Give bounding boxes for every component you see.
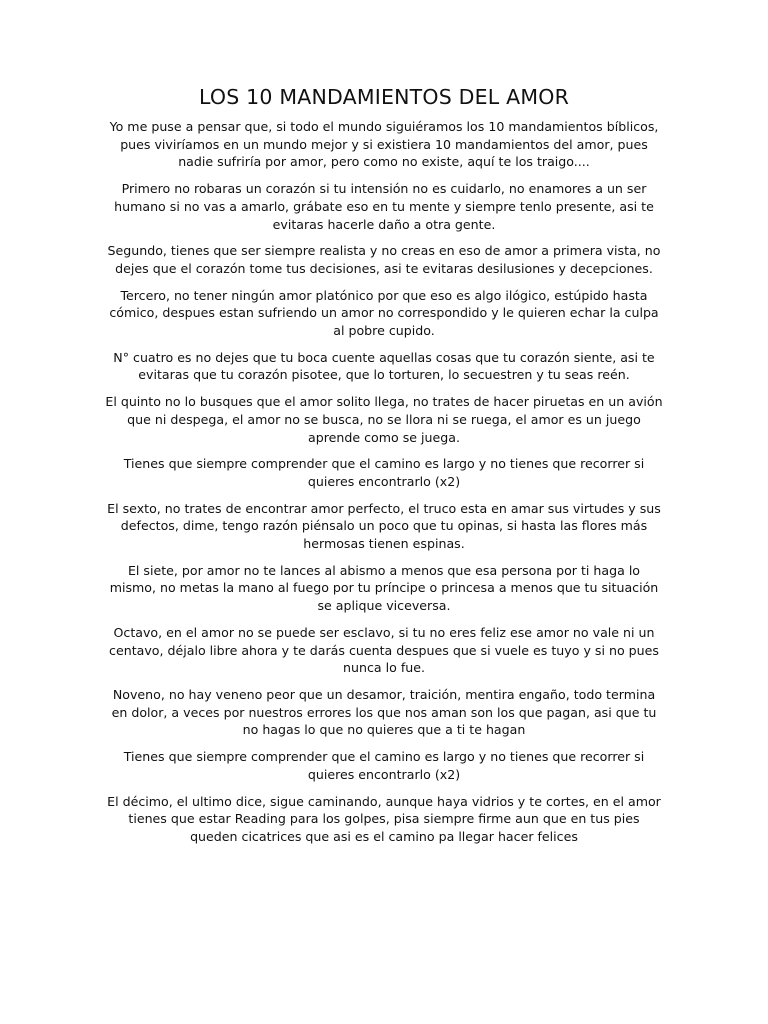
- document-title: LOS 10 MANDAMIENTOS DEL AMOR: [198, 85, 570, 109]
- paragraph-fifth-commandment: El quinto no lo busques que el amor solito llega, no trates de hacer piruetas en un avión que ni despega, el amor no se busca, no se llora ni se ruega, el amor es un juego aprende como se juega.: [105, 394, 663, 445]
- paragraph-eighth-commandment: Octavo, en el amor no se puede ser esclavo, si tu no eres feliz ese amor no vale ni un centavo, déjalo libre ahora y te darás cuenta despues que si vuele es tuyo y si no pues nunca lo fue.: [109, 624, 659, 676]
- paragraph-second-commandment: Segundo, tienes que ser siempre realista y no creas en eso de amor a primera vista, no dejes que el corazón tome tus decisiones, asi te evitaras desilusiones y decepciones.: [107, 243, 661, 276]
- paragraph-first-commandment: Primero no robaras un corazón si tu intensión no es cuidarlo, no enamores a un ser humano si no vas a amarlo, grábate eso en tu mente y siempre tenlo presente, asi te evitaras hacerle daño a otra gente.: [114, 181, 654, 232]
- paragraph-third-commandment: Tercero, no tener ningún amor platónico por que eso es algo ilógico, estúpido hasta cómico, despues estan sufriendo un amor no correspondido y le quieren echar la culpa al pobre cupido.: [109, 287, 659, 339]
- paragraph-intro: Yo me puse a pensar que, si todo el mundo siguiéramos los 10 mandamientos bíblicos, pues viviríamos en un mundo mejor y si existiera 10 mandamientos del amor, pues nadie sufriría por amor, pero como no existe, aquí te los traigo....: [109, 119, 659, 170]
- document-body: [104, 84, 664, 855]
- paragraph-sixth-commandment: El sexto, no trates de encontrar amor perfecto, el truco esta en amar sus virtudes y sus defectos, dime, tengo razón piénsalo un poco que tu opinas, si hasta las flores más hermosas tienen espinas.: [107, 500, 661, 552]
- paragraph-ninth-commandment: Noveno, no hay veneno peor que un desamor, traición, mentira engaño, todo termina en dolor, a veces por nuestros errores los que nos aman son los que pagan, asi que tu no hagas lo que no quieres que a ti te hagan: [111, 686, 657, 738]
- paragraph-tenth-commandment: El décimo, el ultimo dice, sigue caminando, aunque haya vidrios y te cortes, en el amor tienes que estar Reading para los golpes, pisa siempre firme aun que en tus pies queden cicatrices que asi es el camino pa llegar hacer felices: [107, 793, 661, 844]
- paragraph-chorus: Tienes que siempre comprender que el camino es largo y no tienes que recorrer si quieres encontrarlo (x2): [123, 456, 645, 489]
- paragraph-seventh-commandment: El siete, por amor no te lances al abismo a menos que esa persona por ti haga lo mismo, no metas la mano al fuego por tu príncipe o princesa a menos que tu situación se aplique viceversa.: [109, 562, 659, 614]
- paragraph-fourth-commandment: N° cuatro es no dejes que tu boca cuente aquellas cosas que tu corazón siente, asi te evitaras que tu corazón pisotee, que lo torturen, lo secuestren y tu seas reén.: [113, 349, 655, 383]
- paragraph-chorus: Tienes que siempre comprender que el camino es largo y no tienes que recorrer si quieres encontrarlo (x2): [123, 749, 645, 782]
